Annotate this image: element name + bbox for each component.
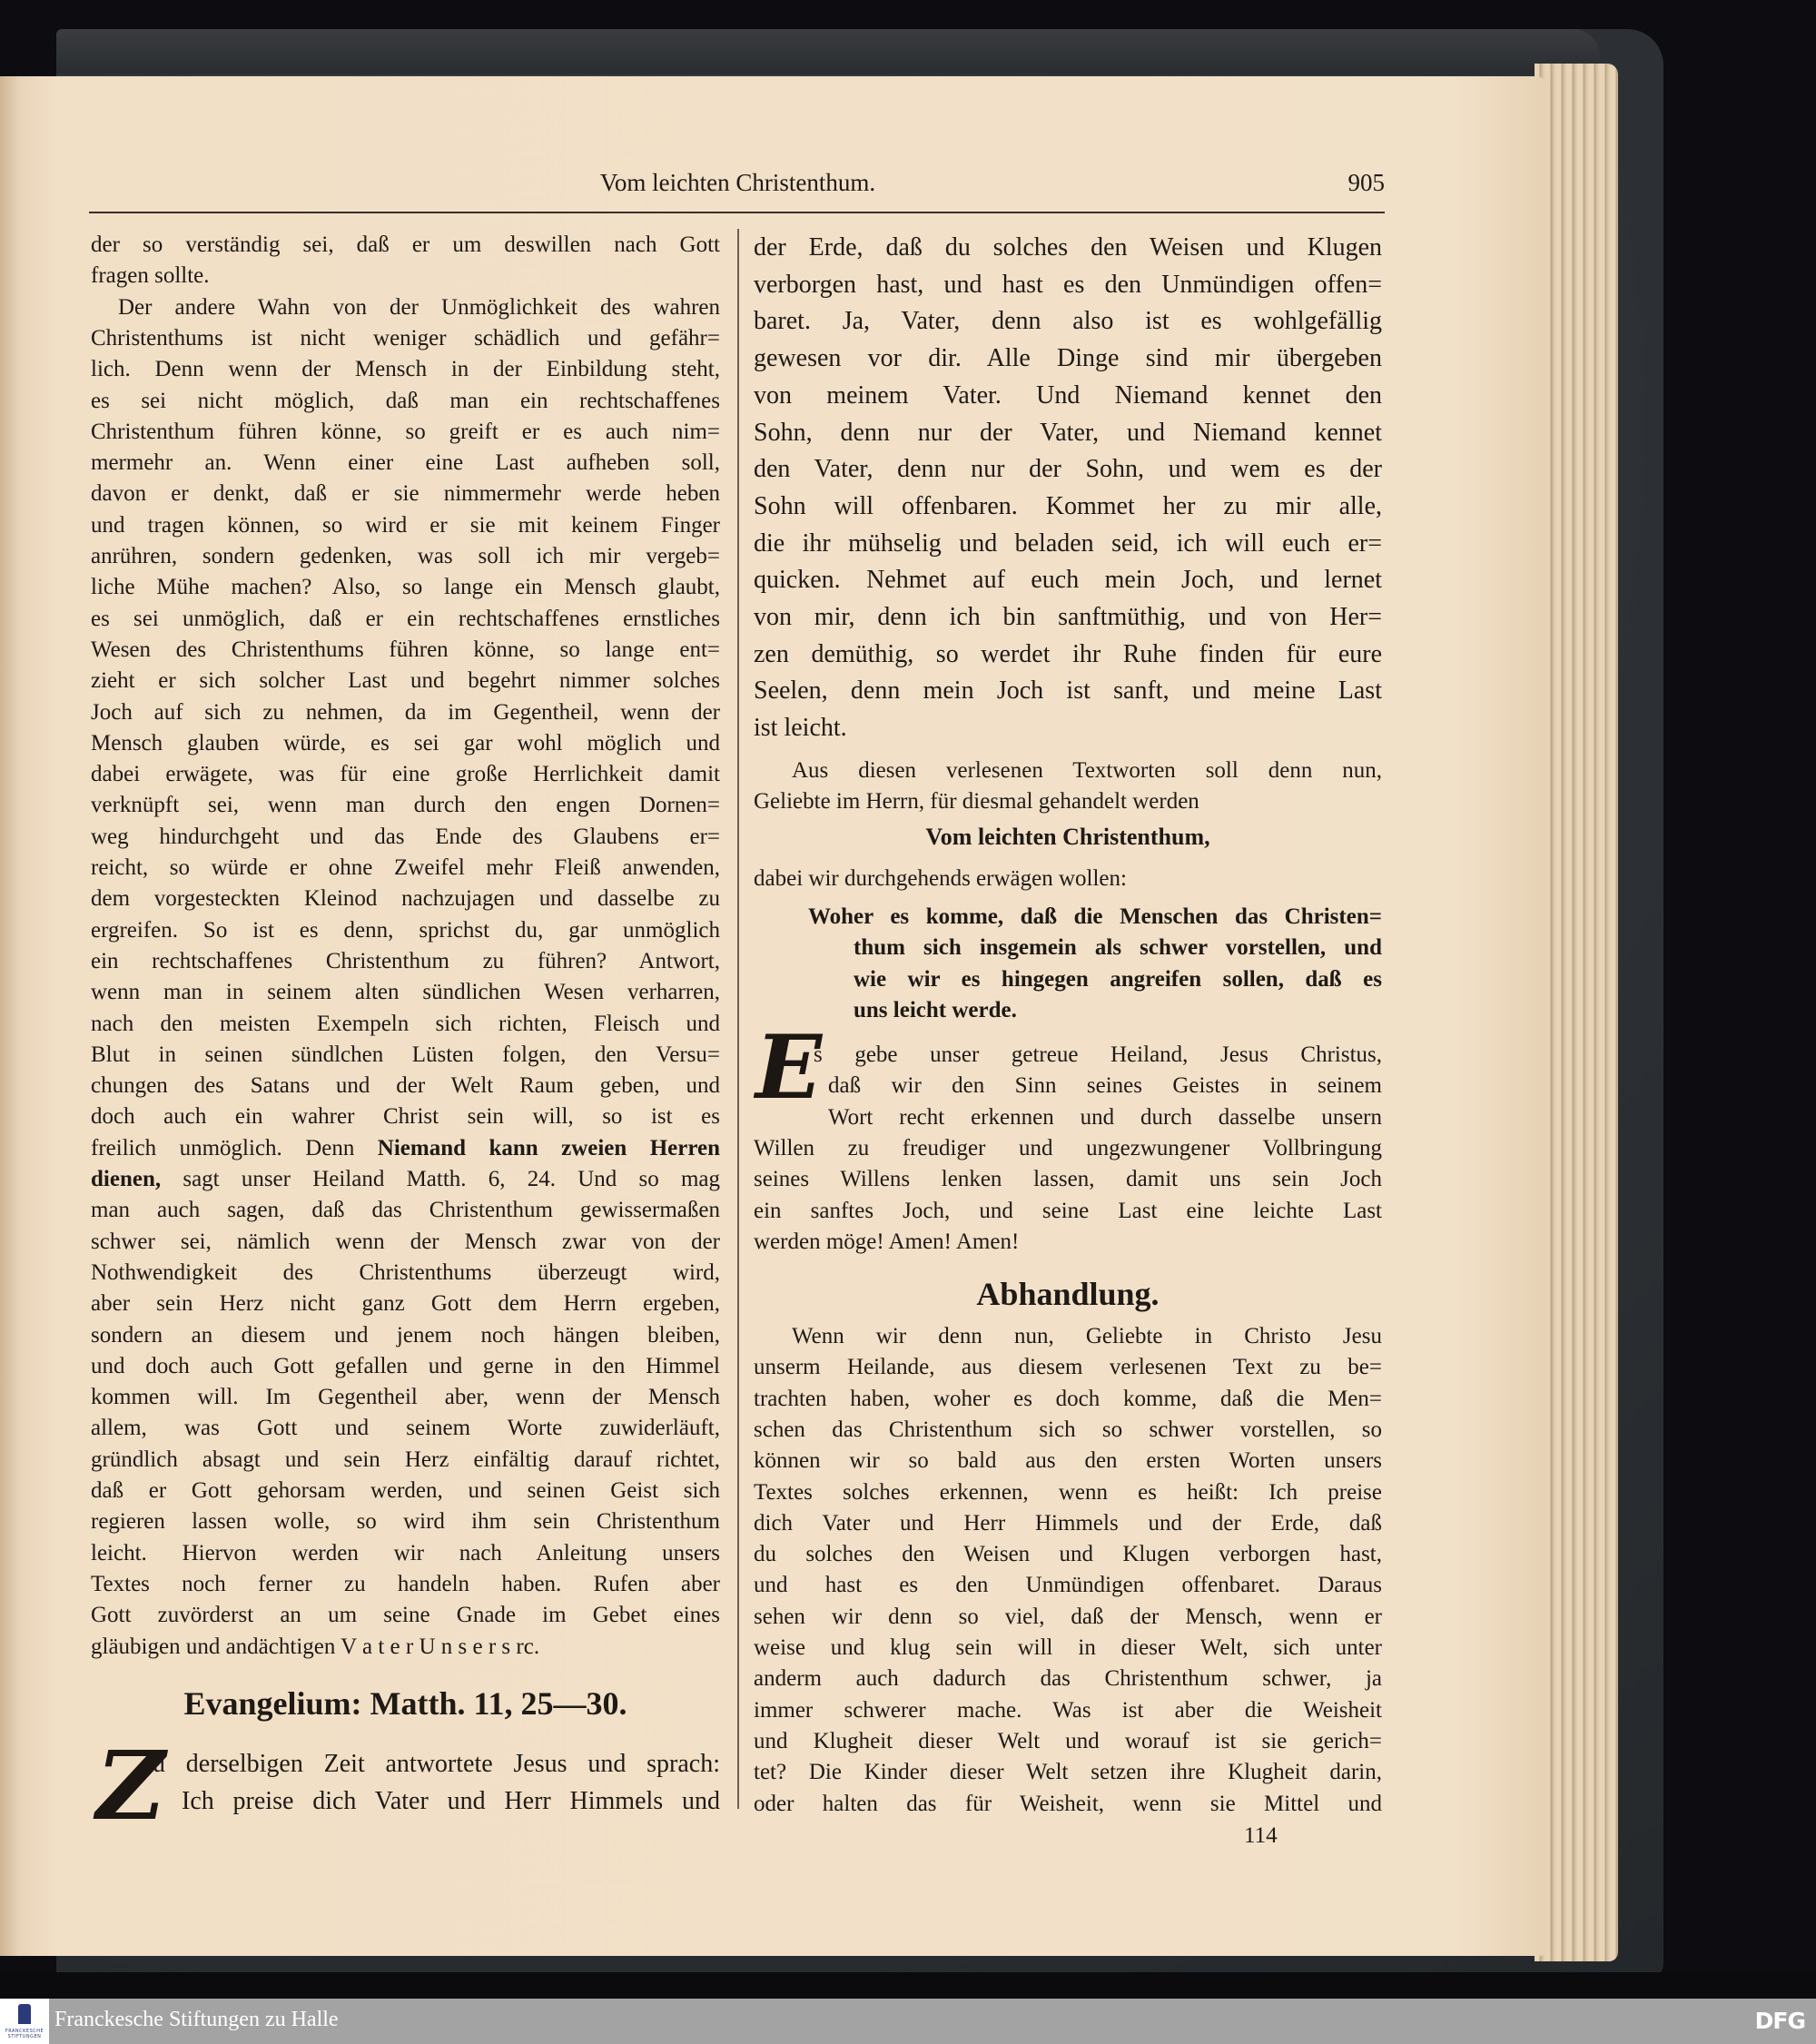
gospel-line: ist leicht. bbox=[754, 714, 847, 743]
prayer-line: daß wir den Sinn seines Geistes in seinem bbox=[828, 1073, 1382, 1099]
page-number: 905 bbox=[1347, 169, 1385, 196]
treatise-line: unserm Heilande, aus diesem verlesenen Text zu be= bbox=[754, 1355, 1382, 1380]
body-line: sondern an diesem und jenem noch hängen bleiben, bbox=[91, 1322, 720, 1348]
body-line: Der andere Wahn von der Unmöglichkeit des wahren bbox=[118, 294, 720, 320]
gospel-line: quicken. Nehmet auf euch mein Joch, und lernet bbox=[754, 566, 1382, 595]
gospel-heading: Evangelium: Matth. 11, 25—30. bbox=[183, 1685, 627, 1722]
prayer-line: werden möge! Amen! Amen! bbox=[754, 1229, 1020, 1254]
body-line: Mensch glauben würde, es sei gar wohl möglich und bbox=[91, 730, 720, 755]
book-cover-top-edge bbox=[56, 29, 1600, 74]
gospel-line: von mir, denn ich bin sanftmüthig, und von Her= bbox=[754, 603, 1382, 631]
treatise-line: Wenn wir denn nun, Geliebte in Christo Jesu bbox=[792, 1324, 1382, 1348]
treatise-line: du solches den Weisen und Klugen verborgen hast, bbox=[754, 1542, 1382, 1567]
theme-point-line: uns leicht werde. bbox=[854, 997, 1017, 1022]
prayer-line: ein sanftes Joch, und seine Last eine leichte Last bbox=[754, 1198, 1382, 1223]
gospel-dropcap: Z bbox=[96, 1730, 165, 1842]
body-line: aber sein Herz nicht ganz Gott dem Herrn ergeben, bbox=[91, 1291, 720, 1317]
gospel-line: zen demüthig, so werdet ihr Ruhe finden für eure bbox=[754, 639, 1382, 668]
treatise-line: trachten haben, woher es doch komme, daß die Men= bbox=[754, 1386, 1382, 1411]
body-line: mermehr an. Wenn einer eine Last aufheben soll, bbox=[91, 450, 720, 476]
gospel-line: von meinem Vater. Und Niemand kennet den bbox=[754, 380, 1382, 410]
body-line: der so verständig sei, daß er um deswillen nach Gott bbox=[91, 232, 720, 257]
treatise-line: weise und klug sein will in dieser Welt, sich unter bbox=[754, 1635, 1382, 1660]
body-line: ein rechtschaffenes Christenthum zu führen? Antwort, bbox=[91, 948, 720, 973]
scan-background bbox=[0, 1972, 1816, 2000]
gospel-line: Ich preise dich Vater und Herr Himmels und bbox=[182, 1787, 720, 1815]
theme-point-line: thum sich insgemein als schwer vorstellen, und bbox=[854, 935, 1382, 961]
body-line: Gott zuvörderst an um seine Gnade im Gebet eines bbox=[91, 1603, 720, 1628]
body-line: leicht. Hiervon werden wir nach Anleitung unsers bbox=[91, 1540, 720, 1565]
theme-title: Vom leichten Christenthum, bbox=[925, 824, 1210, 850]
treatise-line: sehen wir denn so viel, daß der Mensch, wenn er bbox=[754, 1604, 1382, 1629]
body-line: daß er Gott gehorsam werden, und seinen Geist sich bbox=[91, 1478, 720, 1503]
body-line: nach den meisten Exempeln sich richten, Fleisch und bbox=[91, 1011, 720, 1036]
column-divider bbox=[737, 229, 739, 1809]
prayer-line: Wort recht erkennen und durch dasselbe unsern bbox=[828, 1104, 1382, 1130]
body-line: ergreifen. So ist es denn, sprichst du, gar unmöglich bbox=[91, 917, 720, 943]
body-line: Christenthum führen könne, so greift er es auch nim= bbox=[91, 419, 720, 444]
treatise-line: oder halten das für Weisheit, wenn sie Mittel und bbox=[754, 1791, 1382, 1816]
gospel-line: Sohn will offenbaren. Kommet her zu mir alle, bbox=[754, 491, 1382, 520]
body-line: kommen will. Im Gegentheil aber, wenn der Mensch bbox=[91, 1385, 720, 1410]
body-line: Joch auf sich zu nehmen, da im Gegentheil, wenn der bbox=[91, 699, 720, 725]
treatise-line: können wir so bald aus den ersten Worten unsers bbox=[754, 1448, 1382, 1474]
body-line: chungen des Satans und der Welt Raum geben, und bbox=[91, 1073, 720, 1099]
body-line: verknüpft sei, wenn man durch den engen Dornen= bbox=[91, 793, 720, 818]
gospel-line: gewesen vor dir. Alle Dinge sind mir übergeben bbox=[754, 344, 1382, 373]
body-line: schwer sei, nämlich wenn der Mensch zwar von der bbox=[91, 1229, 720, 1254]
body-line: dabei erwägete, was für eine große Herrlichkeit damit bbox=[91, 762, 720, 787]
treatise-line: tet? Die Kinder dieser Welt setzen ihre Klugheit darin, bbox=[754, 1760, 1382, 1785]
bold-quote: Niemand kann zweien Herren bbox=[377, 1135, 720, 1160]
treatise-line: und Klugheit dieser Welt und worauf ist sie gerich= bbox=[754, 1728, 1382, 1753]
header-rule bbox=[89, 212, 1385, 213]
logo-text: FRANCKESCHE STIFTUNGEN bbox=[5, 2029, 44, 2039]
intro-line: Geliebte im Herrn, für diesmal gehandelt werden bbox=[754, 789, 1199, 815]
body-line: es sei unmöglich, daß er ein rechtschaffenes ernstliches bbox=[91, 606, 720, 631]
intro-line: Aus diesen verlesenen Textworten soll denn nun, bbox=[792, 758, 1382, 783]
body-line: weg hindurchgeht und das Ende des Glaubens er= bbox=[91, 824, 720, 849]
body-line: man auch sagen, daß das Christenthum gewissermaßen bbox=[91, 1198, 720, 1223]
logo-figure-icon bbox=[18, 2004, 31, 2024]
gospel-line: Sohn, denn nur der Vater, und Niemand kennet bbox=[754, 418, 1382, 447]
body-line: liche Mühe machen? Also, so lange ein Mensch glaubt, bbox=[91, 575, 720, 600]
theme-point-line: Woher es komme, daß die Menschen das Christen= bbox=[808, 904, 1382, 929]
gospel-line: die ihr mühselig und beladen seid, ich will euch er= bbox=[754, 528, 1382, 558]
running-head bbox=[91, 169, 1385, 205]
running-title: Vom leichten Christenthum. bbox=[599, 169, 876, 196]
body-line bbox=[91, 1133, 720, 1164]
gospel-line: verborgen hast, und hast es den Unmündigen offen= bbox=[754, 270, 1382, 299]
body-line: und tragen können, so wird er sie mit keinem Finger bbox=[91, 512, 720, 538]
gospel-line: baret. Ja, Vater, denn also ist es wohlgefällig bbox=[754, 307, 1382, 336]
body-line: es sei nicht möglich, daß man ein rechtschaffenes bbox=[91, 388, 720, 413]
body-line: Blut in seinen sündlchen Lüsten folgen, den Versu= bbox=[91, 1042, 720, 1067]
body-line: regieren lassen wolle, so wird ihm sein Christenthum bbox=[91, 1509, 720, 1535]
line-text: freilich unmöglich. Denn bbox=[91, 1135, 378, 1160]
body-line: Textes noch ferner zu handeln haben. Rufen aber bbox=[91, 1571, 720, 1596]
treatise-line: und hast es den Unmündigen offenbaret. Daraus bbox=[754, 1573, 1382, 1598]
body-line: fragen sollte. bbox=[91, 263, 210, 289]
body-line: Nothwendigkeit des Christenthums überzeugt wird, bbox=[91, 1259, 720, 1285]
treatise-line: immer schwerer mache. Was ist aber die Weisheit bbox=[754, 1697, 1382, 1723]
body-line bbox=[91, 1164, 720, 1195]
body-line: Christenthums ist nicht weniger schädlich und gefähr= bbox=[91, 325, 720, 351]
theme-lead: dabei wir durchgehends erwägen wollen: bbox=[754, 866, 1127, 891]
treatise-line: Textes solches erkennen, wenn es heißt: Ich preise bbox=[754, 1479, 1382, 1505]
prayer-line: seines Willens lenken lassen, damit uns sein Joch bbox=[754, 1167, 1382, 1192]
body-line: und doch auch Gott gefallen und gerne in den Himmel bbox=[91, 1353, 720, 1378]
body-line: gläubigen und andächtigen V a t e r U n s e r s rc. bbox=[91, 1634, 540, 1659]
institution-name[interactable]: Franckesche Stiftungen zu Halle bbox=[54, 2008, 339, 2031]
body-line: anrühren, sondern gedenken, was soll ich mir vergeb= bbox=[91, 544, 720, 568]
line-text: sagt unser Heiland Matth. 6, 24. Und so mag bbox=[161, 1167, 720, 1191]
prayer-dropcap: E bbox=[755, 1016, 823, 1119]
prayer-line: s gebe unser getreue Heiland, Jesus Christus, bbox=[814, 1042, 1382, 1067]
page-fore-edge bbox=[1535, 64, 1618, 1961]
body-line: wenn man in seinem alten sündlichen Wesen verharren, bbox=[91, 980, 720, 1005]
treatise-line: dich Vater und Herr Himmels und der Erde, daß bbox=[754, 1510, 1382, 1535]
gospel-line: Seelen, denn mein Joch ist sanft, und meine Last bbox=[754, 676, 1382, 706]
signature-mark: 114 bbox=[1244, 1823, 1278, 1848]
body-line: gründlich absagt und sein Herz einfältig darauf richtet, bbox=[91, 1447, 720, 1472]
treatise-heading: Abhandlung. bbox=[976, 1276, 1160, 1312]
body-line: doch auch ein wahrer Christ sein will, so ist es bbox=[91, 1104, 720, 1130]
gospel-line: der Erde, daß du solches den Weisen und Klugen bbox=[754, 233, 1382, 262]
gospel-line: u derselbigen Zeit antwortete Jesus und sprach: bbox=[153, 1750, 720, 1778]
body-line: davon er denkt, daß er sie nimmermehr werde heben bbox=[91, 481, 720, 507]
dfg-logo[interactable]: DFG bbox=[1754, 2008, 1805, 2034]
body-line: dem vorgesteckten Kleinod nachzujagen und dasselbe zu bbox=[91, 886, 720, 912]
body-line: allem, was Gott und seinem Worte zuwiderläuft, bbox=[91, 1416, 720, 1441]
institution-logo[interactable] bbox=[0, 1999, 49, 2044]
gospel-line: den Vater, denn nur der Sohn, und wem es der bbox=[754, 455, 1382, 484]
theme-point-line: wie wir es hingegen angreifen sollen, daß es bbox=[854, 966, 1382, 992]
body-line: zieht er sich solcher Last und begehrt nimmer solches bbox=[91, 668, 720, 694]
body-line: Wesen des Christenthums führen könne, so lange ent= bbox=[91, 637, 720, 662]
bold-quote: dienen, bbox=[91, 1167, 162, 1191]
treatise-line: schen das Christenthum sich so schwer vorstellen, so bbox=[754, 1417, 1382, 1442]
body-line: lich. Denn wenn der Mensch in der Einbildung steht, bbox=[91, 357, 720, 382]
viewer-footer bbox=[0, 1999, 1816, 2044]
body-line: reicht, so würde er ohne Zweifel mehr Fleiß anwenden, bbox=[91, 855, 720, 880]
prayer-line: Willen zu freudiger und ungezwungener Vollbringung bbox=[754, 1135, 1382, 1160]
treatise-line: anderm auch dadurch das Christenthum schwer, ja bbox=[754, 1666, 1382, 1692]
